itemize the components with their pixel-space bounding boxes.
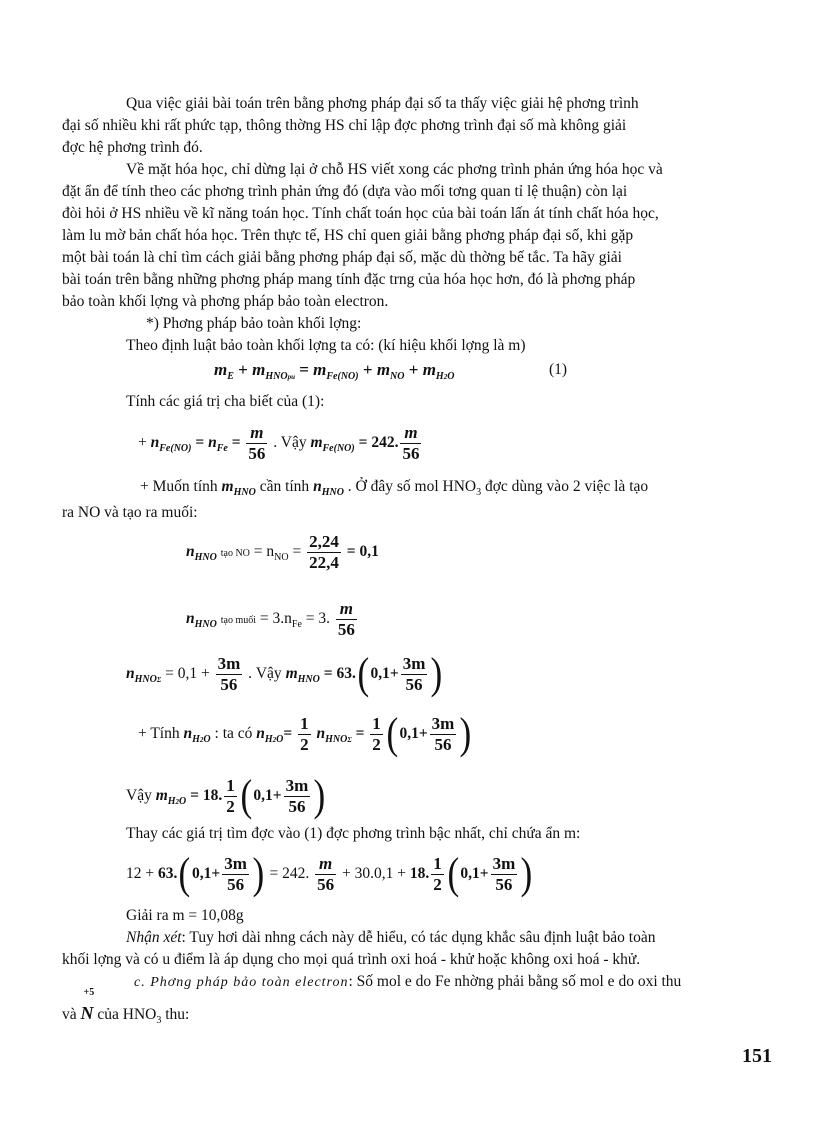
equation-1: $m_E + m_{HNOpu} = m_{Fe(NO)} + m_{NO} + m_{H2O}$ [214, 360, 455, 382]
fraction: $\frac{m}{56}$ [402, 422, 420, 463]
text-line: một bài toán là chỉ tìm cách giải bằng phơng pháp đại số, mặc dù thờng bế tắc. Ta hãy giải [62, 249, 622, 266]
text-line: Thay các giá trị tìm đợc vào (1) đợc phơng trình bậc nhất, chỉ chứa ẩn m: [126, 825, 581, 842]
equation-nhno3-total: $n_{HNO\Sigma} = 0,1$ + $\frac{3m}{56}$ . Vậy $m_{HNO} = 63.(0,1+$ $\frac{3m}{56}$ ) [126, 649, 443, 699]
result-line: Giải ra m = 10,08g [126, 907, 244, 924]
fraction: $\frac{1}{2}$ [226, 775, 235, 816]
fraction: $\frac{1}{2}$ [300, 713, 309, 754]
text-line: làm lu mờ bản chất hóa học. Trên thực tế, HS chỉ quen giải bằng phơng pháp đại số, khi gặp [62, 227, 634, 244]
text-line: khối lợng và có u điểm là áp dụng cho mọi quá trình oxi hoá - khử hoặc không oxi hoá - khử. [62, 951, 641, 968]
text-line: bảo toàn khối lợng và phơng pháp bảo toàn electron. [62, 293, 389, 310]
remark-line: Nhận xét: Tuy hơi dài nhng cách này dễ hiểu, có tác dụng khắc sâu định luật bảo toàn [126, 929, 656, 946]
equation-nfeno33: + $n_{Fe(NO)} = n_{Fe}$ = $\frac{m}{56}$ . Vậy $m_{Fe(NO)} = 242$. $\frac{m}{56}$ [138, 422, 420, 463]
fraction: $\frac{m}{56}$ [337, 598, 355, 639]
fraction: $\frac{1}{2}$ [433, 853, 442, 894]
fraction: $\frac{3m}{56}$ [217, 653, 241, 694]
fraction: $\frac{3m}{56}$ [224, 853, 247, 894]
text-line: đại số nhiều khi rất phức tạp, thông thờng HS chỉ lập đợc phơng trình đại số mà không giải [62, 117, 627, 134]
equation-nh2o: + Tính $n_{H2O}$ : ta có $n_{H2O}=$ $\frac{1}{2}$ $n_{HNO\Sigma}$ = $\frac{1}{2}$ (0,1+ $\frac{3m}{56}$ ) [138, 709, 472, 759]
remark-label: Nhận xét [126, 929, 182, 946]
law-line: Theo định luật bảo toàn khối lợng ta có: (kí hiệu khối lợng là m) [126, 337, 526, 354]
text-line: ra NO và tạo ra muối: [62, 504, 198, 521]
fraction: $\frac{2,24}{22,4}$ [309, 531, 339, 572]
text-line: đặt ẩn để tính theo các phơng trình phản ứng đó (dựa vào mối tơng quan tỉ lệ thuận) còn lại [62, 183, 628, 200]
section-c-line: c. Phơng pháp bảo toàn electron: Số mol e do Fe nhờng phải bằng số mol e do oxi thu [134, 973, 682, 990]
fraction: $\frac{m}{56}$ [317, 853, 335, 894]
calc-intro: Tính các giá trị cha biết của (1): [126, 393, 325, 410]
method-heading: *) Phơng pháp bảo toàn khối lợng: [146, 315, 362, 332]
fraction: $\frac{3m}{56}$ [492, 853, 516, 894]
text-line: + Muốn tính $m_{HNO}$ cần tính $n_{HNO}$ . Ở đây số mol $HNO_3$ đợc dùng vào 2 việc là tạo [140, 478, 649, 498]
fraction: $\frac{3m}{56}$ [431, 713, 455, 754]
equation-final: 12 + 63.(0,1+ $\frac{3m}{56}$ ) = 242. $\frac{m}{56}$ + 30.0,1 + 18. $\frac{1}{2}$ (0,1+ $\frac{3m}{56}$ ) [126, 849, 533, 899]
text-line: đòi hỏi ở HS nhiều về kĩ năng toán học. Tính chất toán học của bài toán lấn át tính chất hóa học, [62, 205, 659, 222]
equation-label: (1) [549, 361, 568, 378]
fraction: $\frac{m}{56}$ [248, 422, 266, 463]
equation-mh2o: Vậy $m_{H2O} = 18$. $\frac{1}{2}$ (0,1+ $\frac{3m}{56}$ ) [126, 771, 326, 821]
equation-nhno3-muoi: $n_{HNO}$ tạo muối = $3.n_{Fe} = 3$. $\frac{m}{56}$ [186, 598, 355, 639]
fraction: $\frac{3m}{56}$ [402, 653, 426, 694]
text-line: và +5 N của $HNO_3$ thu: [62, 987, 190, 1026]
text-line: đợc hệ phơng trình đó. [62, 139, 203, 156]
section-c-label: c. Phơng pháp bảo toàn electron [134, 975, 349, 990]
text-line: Về mặt hóa học, chỉ dừng lại ở chỗ HS viết xong các phơng trình phản ứng hóa học và [126, 161, 663, 178]
page-number: 151 [742, 1045, 772, 1067]
text-line: bài toán trên bằng những phơng pháp mang tính đặc trng của hóa học hơn, đó là phơng pháp [62, 271, 636, 288]
fraction: $\frac{3m}{56}$ [285, 775, 309, 816]
equation-nhno3-no: $n_{HNO}$ tạo NO = $n_{NO}$ = $\frac{2,24}{22,4}$ = 0,1 [186, 531, 379, 572]
fraction: $\frac{1}{2}$ [372, 713, 381, 754]
text-line: Qua việc giải bài toán trên bằng phơng pháp đại số ta thấy việc giải hệ phơng trình [126, 95, 639, 112]
